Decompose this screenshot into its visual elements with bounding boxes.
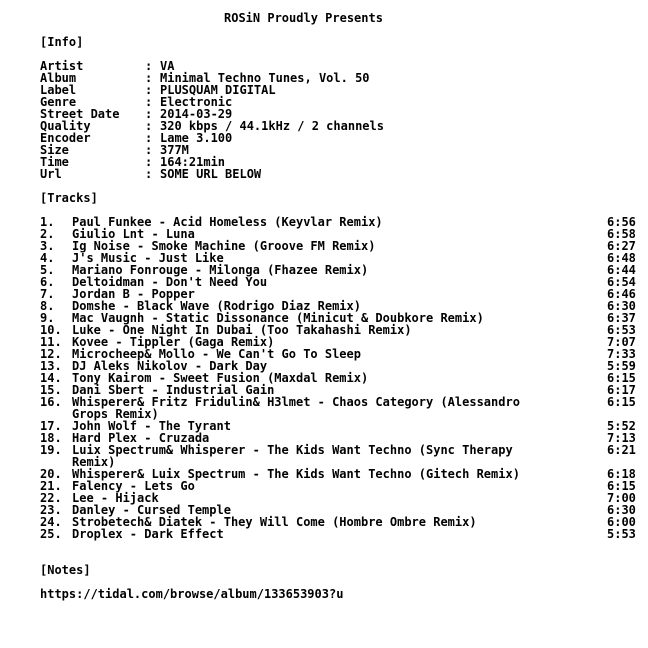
info-key: Size <box>40 143 69 157</box>
track-duration: 6:30 <box>607 503 636 517</box>
info-row-album <box>0 72 648 84</box>
track-title: John Wolf - The Tyrant <box>72 419 231 433</box>
info-key: Street Date <box>40 107 120 121</box>
track-title-continuation: Remix) <box>72 455 116 469</box>
track-number: 20. <box>40 467 62 481</box>
track-title: Hard Plex - Cruzada <box>72 431 210 445</box>
track-title: DJ Aleks Nikolov - Dark Day <box>72 359 268 373</box>
track-number: 4. <box>40 251 55 265</box>
track-title: Mariano Fonrouge - Milonga (Fhazee Remix) <box>72 263 369 277</box>
info-separator: : <box>145 59 153 73</box>
info-value: VA <box>160 59 175 73</box>
info-separator: : <box>145 155 153 169</box>
info-key: Url <box>40 167 62 181</box>
track-duration: 6:56 <box>607 215 636 229</box>
info-value: Minimal Techno Tunes, Vol. 50 <box>160 71 370 85</box>
track-title: Deltoidman - Don't Need You <box>72 275 268 289</box>
track-title: Lee - Hijack <box>72 491 159 505</box>
track-title: Jordan B - Popper <box>72 287 195 301</box>
track-number: 23. <box>40 503 62 517</box>
track-title: Giulio Lnt - Luna <box>72 227 195 241</box>
tracks-heading: [Tracks] <box>40 191 98 205</box>
info-row-size <box>0 144 648 156</box>
track-number: 9. <box>40 311 55 325</box>
info-key: Album <box>40 71 77 85</box>
info-row-time <box>0 156 648 168</box>
track-number: 13. <box>40 359 62 373</box>
info-key: Time <box>40 155 69 169</box>
track-duration: 6:21 <box>607 443 636 457</box>
track-duration: 7:33 <box>607 347 636 361</box>
info-value: SOME URL BELOW <box>160 167 262 181</box>
info-value: 377M <box>160 143 189 157</box>
track-duration: 6:00 <box>607 515 636 529</box>
track-number: 6. <box>40 275 55 289</box>
track-number: 17. <box>40 419 62 433</box>
track-title: Luix Spectrum& Whisperer - The Kids Want Techno (Sync Therapy <box>72 443 513 457</box>
track-title: Domshe - Black Wave (Rodrigo Diaz Remix) <box>72 299 361 313</box>
track-duration: 6:15 <box>607 479 636 493</box>
info-value: 320 kbps / 44.1kHz / 2 channels <box>160 119 384 133</box>
track-title: Luke - One Night In Dubai (Too Takahashi Remix) <box>72 323 412 337</box>
info-separator: : <box>145 71 153 85</box>
info-value: 164:21min <box>160 155 226 169</box>
track-title-continuation: Grops Remix) <box>72 407 159 421</box>
track-duration: 6:58 <box>607 227 636 241</box>
track-title: Mac Vaugnh - Static Dissonance (Minicut & Doubkore Remix) <box>72 311 484 325</box>
info-value: Electronic <box>160 95 233 109</box>
info-separator: : <box>145 167 153 181</box>
track-duration: 6:27 <box>607 239 636 253</box>
track-title: Strobetech& Diatek - They Will Come (Hombre Ombre Remix) <box>72 515 477 529</box>
track-duration: 7:00 <box>607 491 636 505</box>
track-duration: 5:59 <box>607 359 636 373</box>
track-title: Ig Noise - Smoke Machine (Groove FM Remix) <box>72 239 376 253</box>
track-title: Microcheep& Mollo - We Can't Go To Sleep <box>72 347 361 361</box>
track-number: 22. <box>40 491 62 505</box>
info-row-encoder <box>0 132 648 144</box>
track-title: Tony Kairom - Sweet Fusion (Maxdal Remix) <box>72 371 369 385</box>
info-key: Artist <box>40 59 84 73</box>
track-duration: 6:48 <box>607 251 636 265</box>
track-title: Paul Funkee - Acid Homeless (Keyvlar Remix) <box>72 215 383 229</box>
notes-url[interactable]: https://tidal.com/browse/album/133653903?u <box>40 587 344 601</box>
info-row-url <box>0 168 648 180</box>
info-value: PLUSQUAM DIGITAL <box>160 83 276 97</box>
track-duration: 7:07 <box>607 335 636 349</box>
nfo-title: ROSiN Proudly Presents <box>224 11 383 25</box>
track-title: Dani Sbert - Industrial Gain <box>72 383 275 397</box>
info-key: Genre <box>40 95 77 109</box>
track-number: 5. <box>40 263 55 277</box>
track-title: J's Music - Just Like <box>72 251 224 265</box>
info-heading: [Info] <box>40 35 84 49</box>
track-duration: 6:44 <box>607 263 636 277</box>
info-separator: : <box>145 131 153 145</box>
track-number: 7. <box>40 287 55 301</box>
track-number: 2. <box>40 227 55 241</box>
info-separator: : <box>145 83 153 97</box>
track-number: 1. <box>40 215 55 229</box>
track-number: 10. <box>40 323 62 337</box>
info-key: Quality <box>40 119 91 133</box>
info-key: Encoder <box>40 131 91 145</box>
track-title: Danley - Cursed Temple <box>72 503 231 517</box>
track-number: 19. <box>40 443 62 457</box>
track-title: Whisperer& Luix Spectrum - The Kids Want Techno (Gitech Remix) <box>72 467 520 481</box>
info-separator: : <box>145 95 153 109</box>
track-duration: 6:15 <box>607 371 636 385</box>
info-value: 2014-03-29 <box>160 107 233 121</box>
track-number: 21. <box>40 479 62 493</box>
track-row <box>0 528 648 540</box>
info-separator: : <box>145 107 153 121</box>
track-duration: 6:53 <box>607 323 636 337</box>
track-duration: 6:17 <box>607 383 636 397</box>
track-number: 25. <box>40 527 62 541</box>
track-duration: 6:37 <box>607 311 636 325</box>
track-duration: 6:46 <box>607 287 636 301</box>
track-number: 8. <box>40 299 55 313</box>
track-duration: 7:13 <box>607 431 636 445</box>
track-title: Droplex - Dark Effect <box>72 527 224 541</box>
track-duration: 6:30 <box>607 299 636 313</box>
track-duration: 5:52 <box>607 419 636 433</box>
info-value: Lame 3.100 <box>160 131 233 145</box>
notes-heading: [Notes] <box>40 563 91 577</box>
track-number: 18. <box>40 431 62 445</box>
track-number: 15. <box>40 383 62 397</box>
track-duration: 5:53 <box>607 527 636 541</box>
info-separator: : <box>145 143 153 157</box>
track-number: 12. <box>40 347 62 361</box>
info-row-label <box>0 84 648 96</box>
track-number: 11. <box>40 335 62 349</box>
track-duration: 6:18 <box>607 467 636 481</box>
track-title: Kovee - Tippler (Gaga Remix) <box>72 335 275 349</box>
info-key: Label <box>40 83 77 97</box>
track-number: 24. <box>40 515 62 529</box>
track-number: 14. <box>40 371 62 385</box>
info-separator: : <box>145 119 153 133</box>
track-duration: 6:15 <box>607 395 636 409</box>
info-row-quality <box>0 120 648 132</box>
track-number: 3. <box>40 239 55 253</box>
track-title: Whisperer& Fritz Fridulin& H3lmet - Chaos Category (Alessandro <box>72 395 520 409</box>
track-number: 16. <box>40 395 62 409</box>
track-duration: 6:54 <box>607 275 636 289</box>
track-title: Falency - Lets Go <box>72 479 195 493</box>
